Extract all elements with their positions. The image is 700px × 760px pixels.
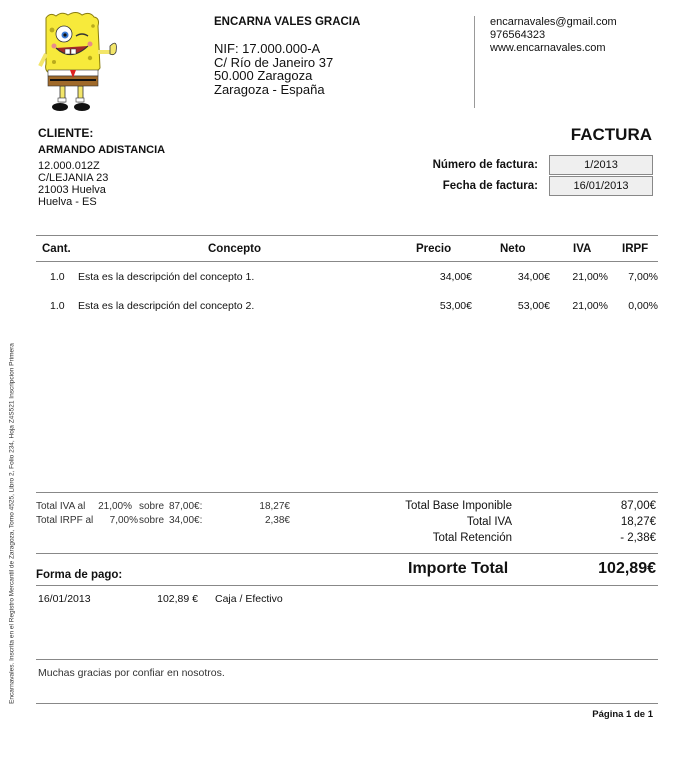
company-nif: NIF: 17.000.000-A [214,41,321,56]
tax-irpf-base: 34,00€: [169,515,203,526]
company-logo [38,8,128,112]
grand-total-rule [36,553,658,554]
company-name: ENCARNA VALES GRACIA [214,16,361,28]
row-concept: Esta es la descripción del concepto 2. [78,300,255,312]
table-top-rule [36,235,658,236]
col-header-price: Precio [416,243,452,255]
invoice-date-field: 16/01/2013 [549,176,653,196]
grand-total-value: 102,89€ [598,560,656,577]
total-base-value: 87,00€ [620,500,656,512]
col-header-irpf: IRPF [622,243,649,255]
client-street: C/LEJANIA 23 [38,172,109,184]
tax-iva-sobre: sobre [139,501,165,512]
payment-label: Forma de pago: [36,569,123,581]
col-header-qty: Cant. [42,243,71,255]
company-email[interactable]: encarnavales@gmail.com [490,16,617,28]
row-price: 34,00€ [439,271,472,283]
row-irpf: 7,00% [628,271,658,283]
client-nif: 12.000.012Z [38,160,100,172]
client-address [38,160,108,208]
row-irpf: 0,00% [628,300,658,312]
company-street: C/ Río de Janeiro 37 [214,54,334,70]
tax-irpf-value: 2,38€ [264,515,290,526]
invoice-number-label: Número de factura: [432,159,538,171]
company-region: Zaragoza - España [214,81,325,97]
thanks-note: Muchas gracias por confiar en nosotros. [38,667,225,679]
tax-irpf-sobre: sobre [139,515,165,526]
grand-total-label: Importe Total [408,560,509,577]
row-net: 34,00€ [517,271,550,283]
row-vat: 21,00% [572,300,608,312]
payment-method: Caja / Efectivo [215,593,283,605]
total-vat-value: 18,27€ [620,516,656,528]
tax-iva-base: 87,00€: [169,501,203,512]
footer-rule [36,703,658,704]
client-region: Huelva - ES [38,196,97,208]
company-city: 50.000 Zaragoza [214,68,313,83]
row-net: 53,00€ [517,300,550,312]
payment-rule [36,585,658,586]
company-web[interactable]: www.encarnavales.com [490,42,606,54]
registry-note: Encarnavales. Inscrita en el Registro Mercantil de Zaragoza, Tomo 4525, Libro 2, Folio 234, Hoja Z4S521 Inscripcion Primera [8,343,16,704]
payment-date: 16/01/2013 [38,593,91,605]
total-base-label: Total Base Imponible [405,500,512,512]
row-vat: 21,00% [572,271,608,283]
invoice-title: FACTURA [570,125,652,144]
tax-irpf-rate: 7,00% [109,515,138,526]
total-withholding-label: Total Retención [432,532,512,544]
company-phone: 976564323 [490,29,546,41]
table-header-rule [36,261,658,262]
header-divider [474,16,475,108]
client-name: ARMANDO ADISTANCIA [38,144,166,156]
tax-iva-label: Total IVA al [36,501,86,512]
row-price: 53,00€ [439,300,472,312]
invoice-number-field: 1/2013 [549,155,653,175]
row-qty: 1.0 [50,271,65,283]
row-qty: 1.0 [50,300,65,312]
totals-top-rule [36,492,658,493]
client-city: 21003 Huelva [38,184,106,196]
total-withholding-value: - 2,38€ [620,532,656,544]
invoice-date-label: Fecha de factura: [442,180,538,192]
tax-iva-value: 18,27€ [259,501,290,512]
company-contact [490,16,617,55]
row-concept: Esta es la descripción del concepto 1. [78,271,255,283]
client-label: CLIENTE: [38,126,94,140]
tax-iva-rate: 21,00% [98,501,132,512]
payment-amount: 102,89 € [157,593,198,605]
total-vat-label: Total IVA [466,516,512,528]
col-header-net: Neto [500,243,526,255]
col-header-concept: Concepto [208,243,262,255]
col-header-vat: IVA [573,243,592,255]
company-address [214,42,333,96]
thanks-rule [36,659,658,660]
tax-irpf-label: Total IRPF al [36,515,94,526]
page-number: Página 1 de 1 [592,709,653,720]
